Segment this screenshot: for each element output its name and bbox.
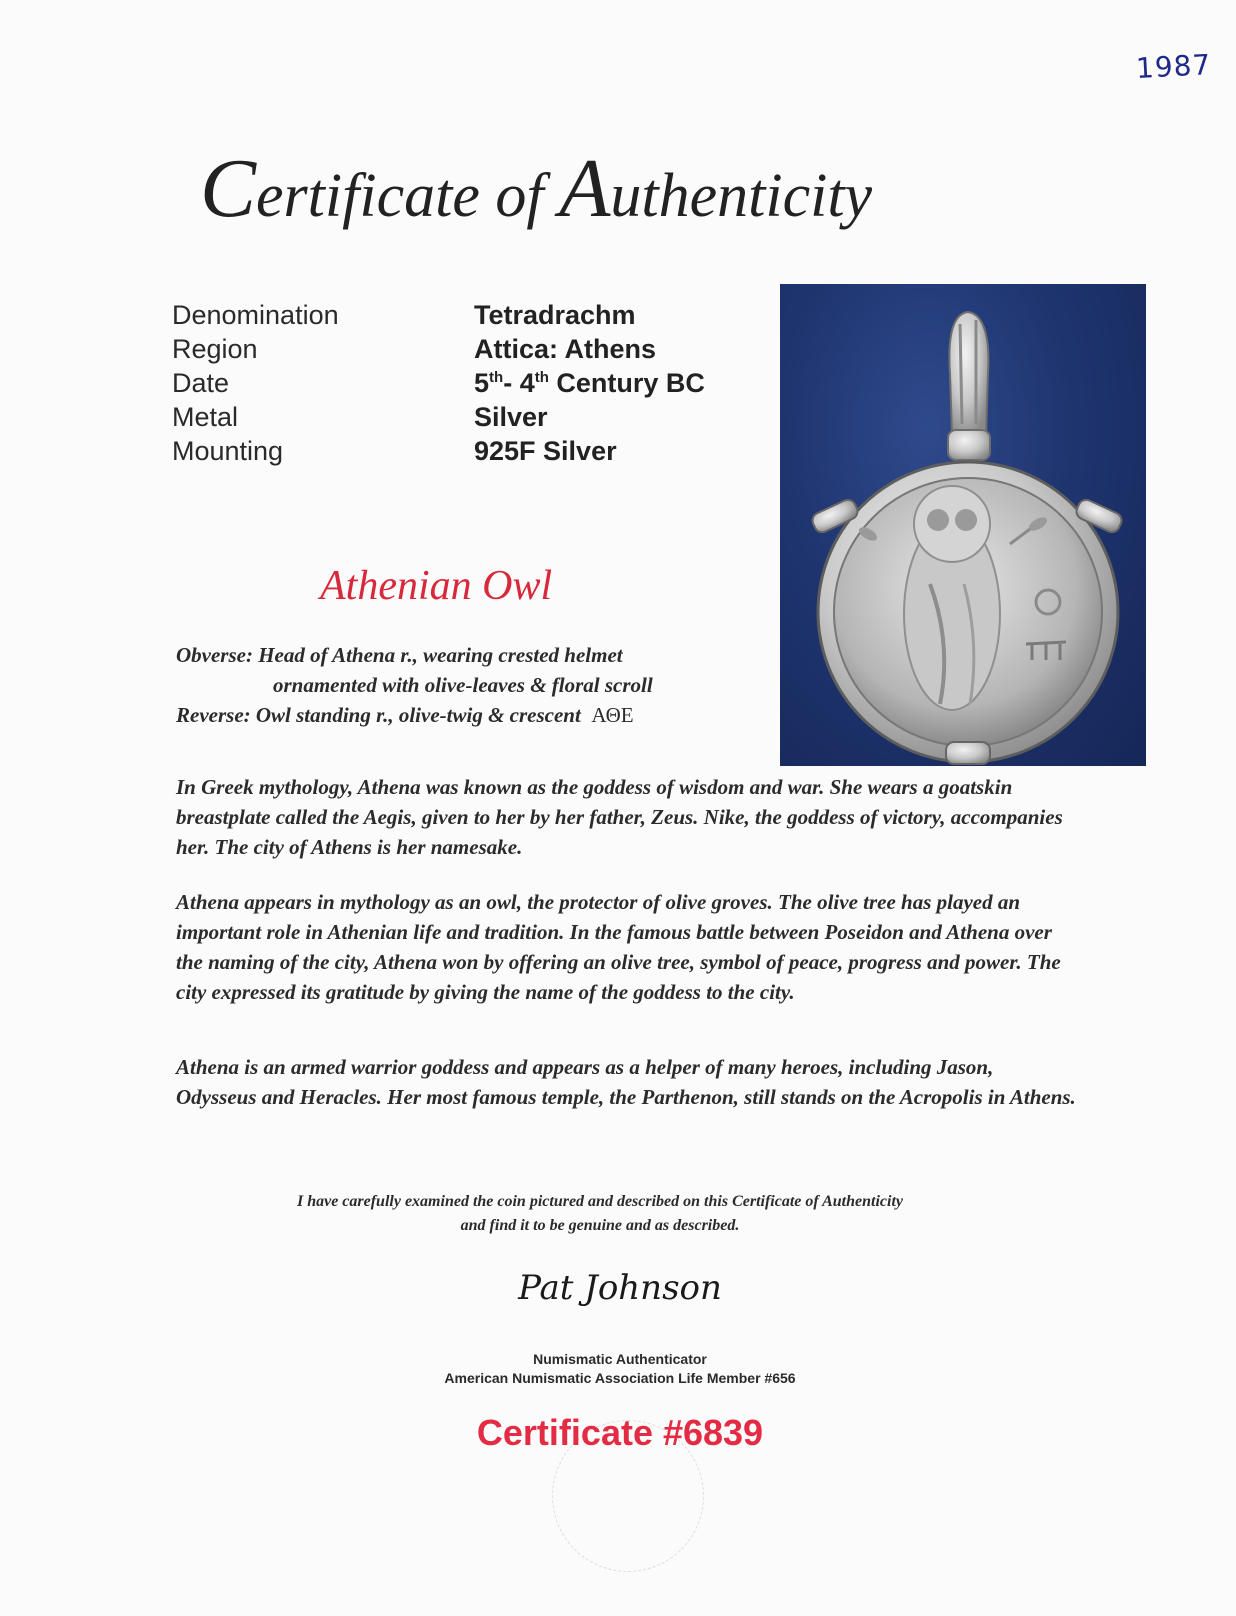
authenticator-info bbox=[400, 1350, 840, 1388]
coin-pendant-photo bbox=[780, 284, 1146, 766]
spec-value-date: 5th- 4th Century BC bbox=[474, 368, 705, 398]
reverse-line: Reverse: Owl standing r., olive-twig & crescent ΑΘΕ bbox=[176, 703, 634, 727]
mythology-paragraph-2: Athena appears in mythology as an owl, the protector of olive groves. The olive tree has played an important role in Athenian life and tradition. In the famous battle between Poseidon and Athena over the naming of the city, Athena won by offering an olive tree, symbol of peace, progress and power. The city expressed its gratitude by giving the name of the goddess to the city. bbox=[176, 890, 1061, 1004]
spec-row-denomination bbox=[172, 300, 772, 334]
spec-row-region bbox=[172, 334, 772, 368]
title-part-2: uthenticity bbox=[610, 162, 873, 230]
coin-pendant-illustration bbox=[780, 284, 1146, 766]
certificate-title bbox=[200, 140, 1050, 237]
spec-value: Tetradrachm bbox=[474, 300, 636, 330]
title-initial-c: C bbox=[200, 142, 257, 235]
greek-legend: ΑΘΕ bbox=[591, 703, 634, 727]
obverse-line-1: Obverse: Head of Athena r., wearing crested helmet bbox=[176, 643, 623, 667]
coin-name-heading: Athenian Owl bbox=[320, 563, 553, 609]
spec-value: Attica: Athens bbox=[474, 334, 657, 364]
coin-description bbox=[176, 640, 653, 730]
spec-row-mounting bbox=[172, 436, 772, 470]
spec-label: Metal bbox=[172, 402, 239, 432]
signature: Pat Johnson bbox=[518, 1268, 722, 1308]
obverse-line-2: ornamented with olive-leaves & floral scroll bbox=[273, 673, 653, 697]
spec-row-metal bbox=[172, 402, 772, 436]
attestation-statement bbox=[160, 1190, 1040, 1238]
handwritten-note: 1987 bbox=[1135, 48, 1213, 85]
attestation-line-1: I have carefully examined the coin pictured and described on this Certificate of Authenticity bbox=[296, 1193, 904, 1210]
coin-specs bbox=[172, 300, 772, 470]
spec-label: Mounting bbox=[172, 436, 284, 466]
spec-row-date bbox=[172, 368, 772, 402]
spec-label: Denomination bbox=[172, 300, 339, 330]
spec-value: Silver bbox=[474, 402, 548, 432]
title-initial-a: A bbox=[559, 142, 611, 235]
spec-value: 925F Silver bbox=[474, 436, 617, 466]
authenticator-role: Numismatic Authenticator bbox=[533, 1351, 707, 1367]
title-part-1: ertificate of bbox=[256, 162, 560, 230]
mythology-paragraph-1: In Greek mythology, Athena was known as the goddess of wisdom and war. She wears a goatskin breastplate called the Aegis, given to her by her father, Zeus. Nike, the goddess of victory, accompanies her. The city of Athens is her namesake. bbox=[176, 775, 1063, 859]
authenticator-membership: American Numismatic Association Life Member #656 bbox=[444, 1370, 796, 1386]
spec-label: Date bbox=[172, 368, 230, 398]
mythology-paragraph-3: Athena is an armed warrior goddess and appears as a helper of many heroes, including Jason, Odysseus and Heracles. Her most famous temple, the Parthenon, still stands on the Acropolis in Athens. bbox=[176, 1055, 1076, 1109]
spec-label: Region bbox=[172, 334, 258, 364]
certificate-number: Certificate #6839 bbox=[476, 1412, 764, 1453]
attestation-line-2: and find it to be genuine and as described. bbox=[460, 1217, 740, 1234]
